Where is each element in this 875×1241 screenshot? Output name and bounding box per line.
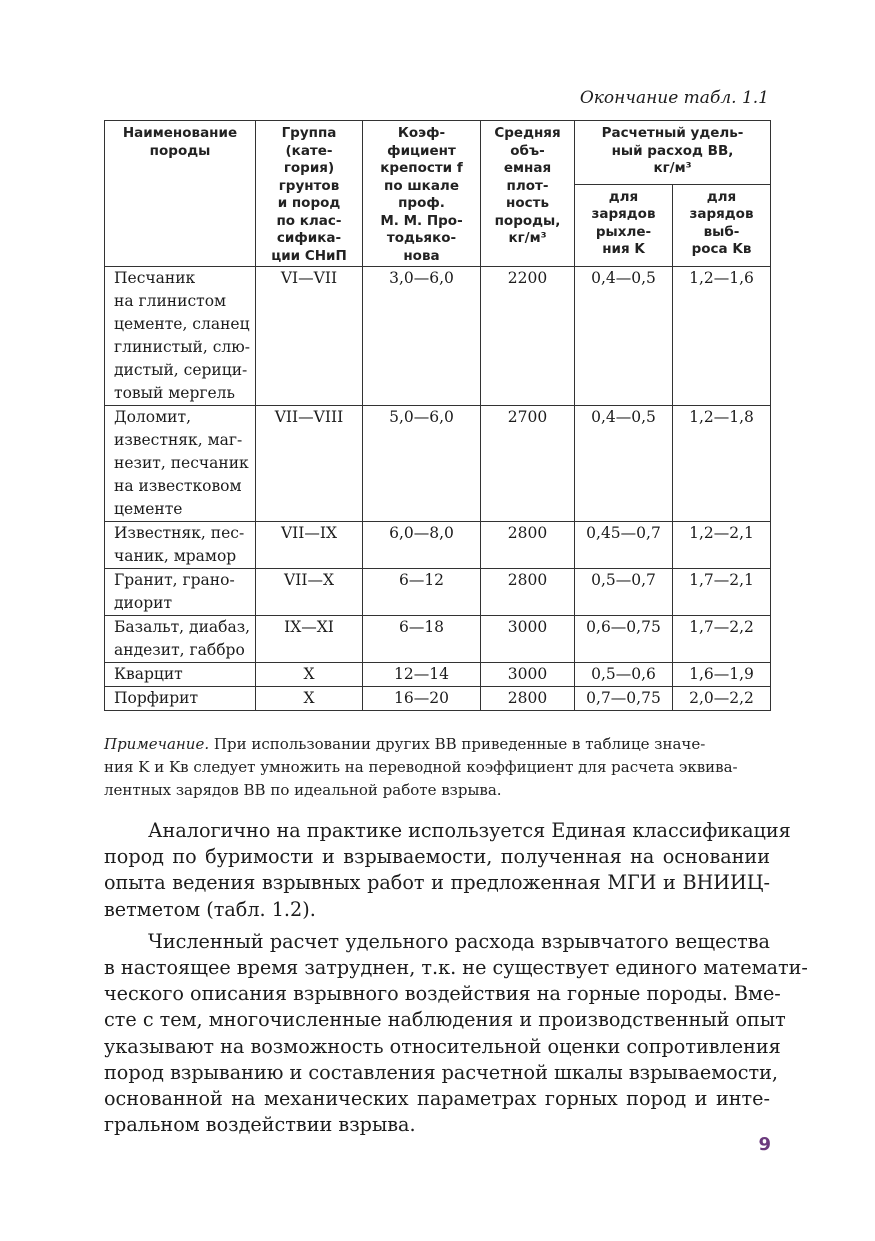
header-line: породы — [149, 142, 211, 159]
rock-name-line: известняк, маг- — [114, 431, 243, 449]
blast-charge-cell: 2,0—2,2 — [673, 687, 771, 711]
paragraph — [104, 818, 791, 923]
rock-name-line: цементе — [114, 500, 183, 518]
strength-coefficient-cell: 6—12 — [363, 569, 481, 616]
header-line: (кате- — [285, 142, 333, 159]
body-text — [104, 818, 808, 1144]
paragraph-line: сте с тем, многочисленные наблюдения и производственный опыт — [104, 1008, 786, 1032]
strength-coefficient-cell: 6—18 — [363, 616, 481, 663]
header-line: для — [608, 188, 639, 205]
loosening-charge-cell: 0,6—0,75 — [575, 616, 673, 663]
density-cell: 2800 — [481, 687, 575, 711]
rock-name-line: цементе, сланец — [114, 315, 250, 333]
loosening-charge-cell: 0,5—0,6 — [575, 663, 673, 687]
blast-charge-cell: 1,7—2,1 — [673, 569, 771, 616]
density-cell: 2200 — [481, 267, 575, 406]
paragraph-line: в настоящее время затруднен, т.к. не существует единого математи- — [104, 956, 808, 980]
header-line: Наименование — [122, 125, 238, 141]
header-line: грунтов — [278, 177, 340, 194]
blast-charge-cell: 1,2—2,1 — [673, 522, 771, 569]
header-line: Группа — [281, 125, 337, 141]
loosening-charge-cell: 0,45—0,7 — [575, 522, 673, 569]
header-line: гория) — [283, 160, 335, 176]
header-rock-name — [105, 121, 256, 267]
group-cell: VII—X — [256, 569, 363, 616]
header-line: породы, — [494, 212, 561, 229]
rock-name-cell — [105, 406, 256, 522]
header-density — [481, 121, 575, 267]
group-cell: VI—VII — [256, 267, 363, 406]
rock-name-line: на глинистом — [114, 292, 227, 310]
blast-charge-cell: 1,6—1,9 — [673, 663, 771, 687]
header-line: нова — [403, 247, 440, 264]
rock-name-line: Базальт, диабаз, — [114, 618, 251, 636]
rock-name-cell — [105, 522, 256, 569]
paragraph-line: Численный расчет удельного расхода взрывчатого вещества — [148, 929, 770, 953]
paragraph-line: пород по буримости и взрываемости, полученная на основании — [104, 845, 770, 869]
loosening-charge-cell: 0,4—0,5 — [575, 267, 673, 406]
strength-coefficient-cell: 12—14 — [363, 663, 481, 687]
table-row — [105, 406, 771, 522]
header-line: Коэф- — [397, 125, 446, 141]
rock-name-line: товый мергель — [114, 384, 235, 402]
group-cell: VII—IX — [256, 522, 363, 569]
header-line: М. М. Про- — [380, 212, 463, 229]
header-loosening-charges — [575, 184, 673, 267]
density-cell: 2800 — [481, 522, 575, 569]
header-line: ции СНиП — [271, 247, 347, 264]
rock-name-line: Кварцит — [114, 665, 183, 683]
header-explosive-consumption — [575, 121, 771, 185]
paragraph-line: ческого описания взрывного воздействия на горные породы. Вме- — [104, 982, 781, 1006]
loosening-charge-cell: 0,5—0,7 — [575, 569, 673, 616]
loosening-charge-cell: 0,7—0,75 — [575, 687, 673, 711]
header-line: ность — [506, 195, 549, 211]
group-cell: IX—XI — [256, 616, 363, 663]
header-line: Расчетный удель- — [601, 125, 744, 141]
paragraph-line: основанной на механических параметрах горных пород и инте- — [104, 1087, 770, 1111]
blast-charge-cell: 1,7—2,2 — [673, 616, 771, 663]
header-line: плот- — [506, 177, 549, 194]
rock-name-line: глинистый, слю- — [114, 338, 250, 356]
rock-name-line: чаник, мрамор — [114, 547, 237, 565]
rock-name-cell — [105, 569, 256, 616]
note-line: ния K и Kв следует умножить на переводной коэффициент для расчета эквива- — [104, 758, 738, 776]
rock-name-line: Порфирит — [114, 689, 199, 707]
group-cell: VII—VIII — [256, 406, 363, 522]
header-line: кг/м³ — [653, 160, 692, 176]
note-line: лентных зарядов ВВ по идеальной работе взрыва. — [104, 781, 502, 799]
rock-name-line: Гранит, грано- — [114, 571, 235, 589]
paragraph-line: Аналогично на практике используется Единая классификация — [148, 819, 791, 842]
header-line: зарядов — [591, 206, 656, 222]
rock-name-line: андезит, габбро — [114, 641, 245, 659]
table-caption: Окончание табл. 1.1 — [579, 88, 769, 108]
rock-name-line: на известковом — [114, 477, 242, 495]
header-line: крепости f — [380, 160, 463, 176]
header-blast-charges — [673, 184, 771, 267]
header-line: и пород — [277, 195, 341, 211]
header-line: объ- — [510, 142, 545, 159]
table-row — [105, 267, 771, 406]
header-line: рыхле- — [595, 223, 652, 240]
header-line: выб- — [703, 223, 740, 240]
header-line: емная — [503, 160, 552, 176]
header-line: кг/м³ — [508, 230, 547, 246]
rock-properties-table — [104, 120, 771, 711]
table-row — [105, 687, 771, 711]
rock-name-line: Доломит, — [114, 408, 192, 426]
paragraph-line: пород взрыванию и составления расчетной шкалы взрываемости, — [104, 1060, 778, 1084]
rock-name-line: Песчаник — [114, 269, 196, 287]
strength-coefficient-cell: 5,0—6,0 — [363, 406, 481, 522]
note-label: Примечание. — [104, 735, 210, 753]
rock-name-cell — [105, 663, 256, 687]
paragraph-line: опыта ведения взрывных работ и предложенная МГИ и ВНИИЦ- — [104, 871, 770, 895]
header-line: сифика- — [276, 230, 342, 246]
density-cell: 3000 — [481, 616, 575, 663]
rock-name-line: незит, песчаник — [114, 454, 249, 472]
rock-name-line: дистый, серици- — [114, 361, 248, 379]
loosening-charge-cell: 0,4—0,5 — [575, 406, 673, 522]
density-cell: 3000 — [481, 663, 575, 687]
table-row — [105, 522, 771, 569]
header-line: для — [706, 188, 737, 205]
rock-name-cell — [105, 267, 256, 406]
header-line: Средняя — [494, 125, 561, 141]
rock-name-line: диорит — [114, 594, 173, 612]
rock-name-cell — [105, 687, 256, 711]
table-row — [105, 663, 771, 687]
paragraph-line: указывают на возможность относительной оценки сопротивления — [104, 1034, 781, 1058]
rock-name-line: Известняк, пес- — [114, 524, 245, 542]
paragraph — [104, 929, 808, 1139]
group-cell: X — [256, 663, 363, 687]
header-line: роса Kв — [691, 241, 752, 257]
density-cell: 2700 — [481, 406, 575, 522]
page-number: 9 — [758, 1134, 771, 1155]
strength-coefficient-cell: 16—20 — [363, 687, 481, 711]
header-line: тодьяко- — [386, 230, 457, 246]
strength-coefficient-cell: 3,0—6,0 — [363, 267, 481, 406]
header-line: ния K — [602, 241, 645, 257]
paragraph-line: ветметом (табл. 1.2). — [104, 897, 316, 921]
table-row — [105, 569, 771, 616]
table-note — [104, 733, 770, 802]
strength-coefficient-cell: 6,0—8,0 — [363, 522, 481, 569]
header-line: по клас- — [276, 212, 342, 229]
rock-name-cell — [105, 616, 256, 663]
header-line: зарядов — [689, 206, 754, 222]
header-line: фициент — [387, 142, 456, 159]
group-cell: X — [256, 687, 363, 711]
paragraph-line: гральном воздействии взрыва. — [104, 1113, 416, 1137]
blast-charge-cell: 1,2—1,6 — [673, 267, 771, 406]
note-line: При использовании других ВВ приведенные в таблице значе- — [209, 735, 706, 753]
blast-charge-cell: 1,2—1,8 — [673, 406, 771, 522]
header-strength-coefficient — [363, 121, 481, 267]
header-group — [256, 121, 363, 267]
header-line: по шкале — [384, 177, 459, 194]
density-cell: 2800 — [481, 569, 575, 616]
header-line: ный расход ВВ, — [611, 142, 734, 159]
header-line: проф. — [398, 195, 445, 211]
table-row — [105, 616, 771, 663]
